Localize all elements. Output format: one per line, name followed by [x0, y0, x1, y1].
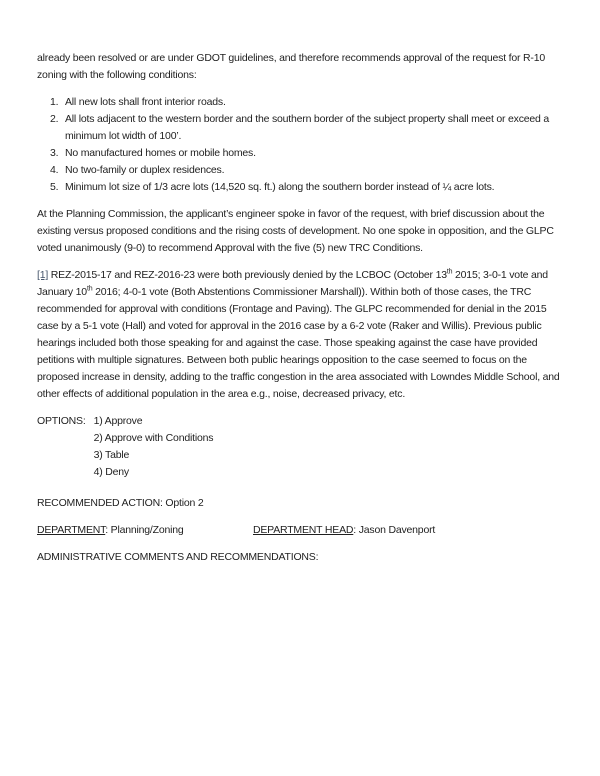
recommended-action-label: RECOMMENDED ACTION:: [37, 497, 163, 509]
option-deny: 4) Deny: [93, 466, 129, 478]
superscript-th: th: [86, 285, 93, 293]
conditions-list: [50, 94, 570, 196]
department-head-label: DEPARTMENT HEAD: [253, 524, 354, 536]
condition-text: All lots adjacent to the western border and the southern border of the subject property shall meet or exceed a minimum lot width of 100’.: [65, 113, 550, 142]
option-approve-with-conditions: 2) Approve with Conditions: [93, 432, 214, 444]
department-field: [37, 522, 253, 539]
department-head-value: : Jason Davenport: [353, 524, 436, 536]
footnote-paragraph: [37, 267, 570, 403]
condition-number: 4.: [50, 164, 59, 176]
footnote-link[interactable]: [1]: [37, 269, 49, 281]
condition-text: No manufactured homes or mobile homes.: [65, 147, 256, 159]
options-items: [94, 413, 214, 481]
recommended-action: [37, 495, 570, 512]
condition-item-2: [50, 111, 570, 145]
options-block: [37, 413, 570, 481]
superscript-th: th: [446, 268, 453, 276]
department-row: [37, 522, 570, 539]
condition-number: 2.: [50, 113, 59, 125]
commission-paragraph: At the Planning Commission, the applicant’s engineer spoke in favor of the request, with brief discussion about the existing versus proposed conditions and the rising costs of development. No one spoke in opposition, and the GLPC voted unanimously (9-0) to recommend Approval with the five (5) new TRC Conditions.: [37, 208, 554, 254]
admin-comments-heading: ADMINISTRATIVE COMMENTS AND RECOMMENDATIONS:: [37, 551, 319, 563]
condition-number: 1.: [50, 96, 59, 108]
condition-item-3: [50, 145, 570, 162]
condition-item-5: [50, 179, 570, 196]
condition-number: 3.: [50, 147, 59, 159]
footnote-text: 2015; 3-0-1 vote and January 10: [37, 269, 548, 298]
condition-text: No two-family or duplex residences.: [65, 164, 225, 176]
options-label: OPTIONS:: [37, 415, 86, 427]
option-table: 3) Table: [93, 449, 130, 461]
recommended-action-value: Option 2: [162, 497, 204, 509]
department-label: DEPARTMENT: [37, 524, 106, 536]
condition-text: All new lots shall front interior roads.: [65, 96, 226, 108]
department-head-field: [253, 522, 570, 539]
footnote-text: 2016; 4-0-1 vote (Both Abstentions Commissioner Marshall)). Within both of those cases, the TRC recommended for approval with conditions (Frontage and Paving). The GLPC recommended for denial in the 2015 case by a 5-1 vote (Hall) and voted for approval in the 2016 case by a 6-2 vote (Raker and Willis). Previous public hearings included both those speaking for and against the case. Those speaking against the case have provided petitions with multiple signatures. Between both public hearings opposition to the case seemed to focus on the proposed increase in density, adding to the traffic congestion in the area associated with Lowndes Middle School, and other effects of additional population in the area e.g., noise, decreased privacy, etc.: [37, 286, 560, 400]
condition-item-4: [50, 162, 570, 179]
option-approve: 1) Approve: [93, 415, 143, 427]
intro-paragraph: already been resolved or are under GDOT guidelines, and therefore recommends approval of the request for R-10 zoning with the following conditions:: [37, 52, 545, 81]
department-value: : Planning/Zoning: [105, 524, 184, 536]
condition-number: 5.: [50, 181, 59, 193]
footnote-text: REZ-2015-17 and REZ-2016-23 were both previously denied by the LCBOC (October 13: [48, 269, 447, 281]
condition-item-1: [50, 94, 570, 111]
condition-text: Minimum lot size of 1/3 acre lots (14,520 sq. ft.) along the southern border instead of ¼ acre lots.: [65, 181, 495, 193]
